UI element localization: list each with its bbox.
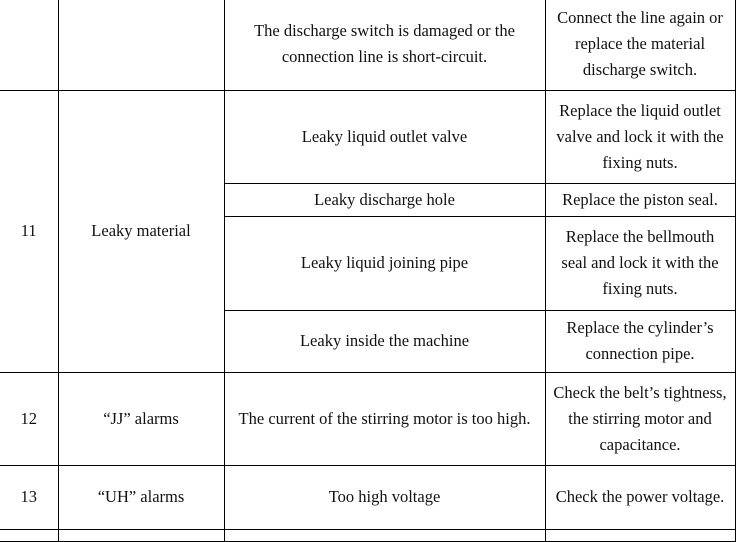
table-row (0, 0, 735, 90)
table-row (0, 90, 735, 183)
cause-cell: Leaky inside the machine (224, 310, 545, 372)
solution-cell: Connect the line again or replace the material discharge switch. (545, 0, 735, 90)
solution-cell: Replace the bellmouth seal and lock it with the fixing nuts. (545, 216, 735, 310)
cause-cell: Too high voltage (224, 465, 545, 529)
solution-cell: Replace the liquid outlet valve and lock it with the fixing nuts. (545, 90, 735, 183)
table-row-partial (0, 529, 735, 541)
fault-cell: “UH” alarms (58, 465, 224, 529)
cause-cell: The discharge switch is damaged or the connection line is short-circuit. (224, 0, 545, 90)
cause-cell: The current of the stirring motor is too high. (224, 372, 545, 465)
row-number: 12 (0, 372, 58, 465)
fault-cell: “JJ” alarms (58, 372, 224, 465)
empty-cell (545, 529, 735, 541)
empty-cell (224, 529, 545, 541)
row-number: 13 (0, 465, 58, 529)
table-row (0, 372, 735, 465)
row-number: 11 (0, 90, 58, 372)
solution-cell: Check the belt’s tightness, the stirring motor and capacitance. (545, 372, 735, 465)
fault-cell (58, 0, 224, 90)
table-row (0, 465, 735, 529)
cause-cell: Leaky discharge hole (224, 183, 545, 216)
empty-cell (0, 529, 58, 541)
solution-cell: Replace the piston seal. (545, 183, 735, 216)
row-number (0, 0, 58, 90)
fault-cell: Leaky material (58, 90, 224, 372)
solution-cell: Check the power voltage. (545, 465, 735, 529)
empty-cell (58, 529, 224, 541)
cause-cell: Leaky liquid joining pipe (224, 216, 545, 310)
solution-cell: Replace the cylinder’s connection pipe. (545, 310, 735, 372)
cause-cell: Leaky liquid outlet valve (224, 90, 545, 183)
